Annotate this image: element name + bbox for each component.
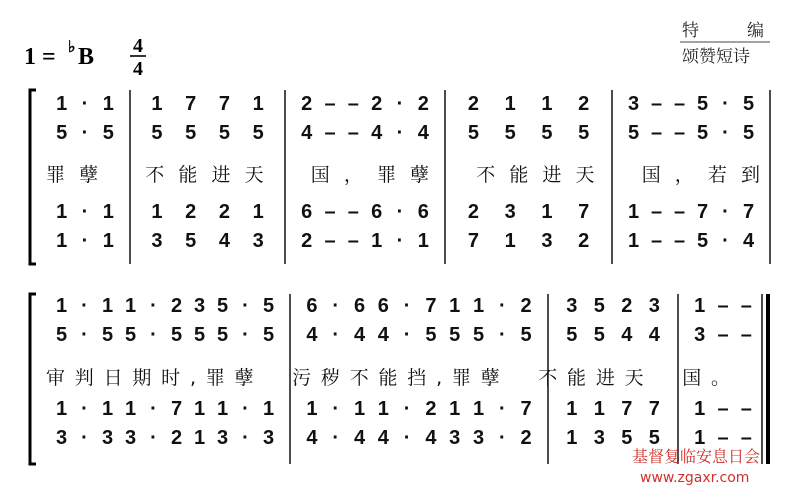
note: 5: [151, 122, 163, 144]
note: 4: [425, 427, 437, 449]
time-top: 4: [133, 35, 143, 57]
note: ·: [242, 398, 249, 420]
note: ·: [242, 324, 249, 346]
note: ·: [396, 93, 404, 115]
lyrics-line-2: 审判日期时,罪孽 污秽不能挡,罪孽 不能进天 国。: [46, 367, 730, 389]
note: 5: [696, 230, 709, 252]
note: 4: [377, 427, 389, 449]
note: 5: [56, 122, 68, 144]
note: 2: [520, 295, 532, 317]
watermark-url: www.zgaxr.com: [640, 470, 750, 486]
note: 1: [566, 398, 578, 420]
note: ·: [332, 295, 340, 317]
note: 3: [101, 427, 114, 449]
note: 7: [467, 230, 479, 252]
note: 1: [102, 230, 114, 252]
note: ·: [332, 324, 340, 346]
note: 1: [252, 93, 264, 115]
note: ·: [150, 398, 157, 420]
key-signature: [24, 39, 94, 70]
note: 1: [306, 398, 318, 420]
note: 5: [425, 324, 437, 346]
note: 1: [124, 295, 137, 317]
note: 5: [504, 122, 516, 144]
note: –: [650, 230, 663, 252]
note: ·: [81, 427, 88, 449]
note: 4: [621, 324, 633, 346]
note: ·: [403, 398, 411, 420]
note: 4: [353, 324, 366, 346]
note: 1: [193, 398, 206, 420]
note: 2: [301, 93, 313, 115]
note: 2: [621, 295, 633, 317]
note: 2: [218, 201, 230, 223]
note: 7: [578, 201, 590, 223]
note: 1: [694, 398, 706, 420]
note: 7: [742, 201, 755, 223]
note: ·: [403, 295, 411, 317]
note: 1: [56, 93, 68, 115]
note: –: [717, 398, 729, 420]
bracket-line: [30, 294, 36, 464]
note: ·: [396, 122, 404, 144]
note: 5: [578, 122, 590, 144]
note: ·: [498, 427, 506, 449]
note: –: [673, 122, 686, 144]
bracket-line: [30, 90, 36, 264]
note: ·: [81, 93, 89, 115]
note: 2: [417, 93, 429, 115]
note: –: [740, 324, 752, 346]
note: ·: [498, 398, 506, 420]
note: 5: [541, 122, 553, 144]
note: –: [673, 93, 686, 115]
note: 1: [262, 398, 275, 420]
note: ·: [722, 93, 729, 115]
note: 5: [218, 122, 230, 144]
note: 2: [578, 93, 590, 115]
note: ·: [498, 295, 506, 317]
note: 2: [301, 230, 313, 252]
note: 5: [185, 230, 197, 252]
system-bracket: [30, 90, 36, 264]
note: ·: [242, 427, 249, 449]
note: –: [673, 230, 686, 252]
note: 4: [306, 427, 318, 449]
note: 4: [648, 324, 660, 346]
note: 3: [627, 93, 640, 115]
note: –: [324, 122, 336, 144]
note: ·: [332, 427, 340, 449]
note: 3: [216, 427, 229, 449]
note: 5: [262, 324, 275, 346]
note: 1: [449, 398, 461, 420]
note: 5: [216, 324, 229, 346]
note: ·: [722, 230, 729, 252]
note: ·: [81, 201, 89, 223]
note: 3: [151, 230, 163, 252]
note: –: [650, 122, 663, 144]
note: 5: [55, 324, 68, 346]
note: 2: [578, 230, 590, 252]
note: 1: [417, 230, 429, 252]
note: 5: [472, 324, 485, 346]
note: 1: [216, 398, 229, 420]
note: –: [324, 201, 336, 223]
note: 1: [55, 398, 68, 420]
note: 5: [593, 295, 605, 317]
note: ·: [150, 295, 157, 317]
note: 7: [696, 201, 709, 223]
note: 6: [353, 295, 366, 317]
note: 5: [520, 324, 532, 346]
note: 5: [593, 324, 605, 346]
note: 1: [151, 201, 163, 223]
note: 3: [193, 295, 206, 317]
note: 3: [541, 230, 553, 252]
note: ·: [403, 324, 411, 346]
note: 2: [170, 427, 183, 449]
note: ·: [81, 398, 88, 420]
note: 7: [170, 398, 183, 420]
note: –: [347, 201, 359, 223]
note: –: [717, 427, 729, 449]
note: 1: [694, 427, 706, 449]
credit-source: 颂赞短诗: [682, 47, 750, 67]
note: 6: [306, 295, 318, 317]
note: –: [324, 230, 336, 252]
note: 1: [504, 93, 516, 115]
note: 6: [371, 201, 383, 223]
time-signature: [130, 35, 146, 80]
note: –: [740, 427, 752, 449]
note: 1: [566, 427, 578, 449]
note: 1: [504, 230, 516, 252]
note: 4: [301, 122, 313, 144]
credit-arranger: 特 编: [682, 21, 764, 41]
note: 3: [566, 295, 578, 317]
note: 7: [648, 398, 660, 420]
note: 1: [101, 295, 114, 317]
note: 5: [170, 324, 183, 346]
score-system-2: [30, 294, 768, 464]
key-note: B: [78, 44, 95, 70]
watermark-org: 基督复临安息日会: [632, 447, 761, 466]
note: ·: [722, 201, 729, 223]
note: 5: [648, 427, 660, 449]
note: 5: [252, 122, 264, 144]
note: 4: [371, 122, 383, 144]
note: 5: [696, 122, 709, 144]
credits: [680, 21, 770, 67]
note: 3: [252, 230, 264, 252]
note: –: [717, 324, 729, 346]
note: 2: [425, 398, 437, 420]
note: 6: [377, 295, 389, 317]
note: 5: [102, 122, 114, 144]
note: 1: [449, 295, 461, 317]
note: –: [740, 295, 752, 317]
note: 5: [124, 324, 137, 346]
system-bracket: [30, 294, 36, 464]
note: 7: [425, 295, 437, 317]
note: 7: [185, 93, 197, 115]
note: 2: [170, 295, 183, 317]
note: ·: [81, 122, 89, 144]
note: 5: [101, 324, 114, 346]
note: 1: [102, 201, 114, 223]
note: 3: [504, 201, 516, 223]
note: 2: [185, 201, 197, 223]
note: 3: [593, 427, 605, 449]
note: ·: [150, 427, 157, 449]
note: 1: [627, 230, 640, 252]
note: ·: [396, 201, 404, 223]
note: 5: [467, 122, 479, 144]
note: 1: [124, 398, 137, 420]
note: 5: [216, 295, 229, 317]
note: 2: [467, 201, 479, 223]
note: ·: [332, 398, 340, 420]
note: 6: [301, 201, 313, 223]
note: 4: [306, 324, 318, 346]
note: 3: [648, 295, 660, 317]
note: 5: [193, 324, 206, 346]
note: 4: [218, 230, 230, 252]
note: 5: [742, 93, 755, 115]
lyrics-line-1: 罪孽 不能进天 国，罪孽 不能进天 国，若到: [46, 164, 760, 186]
note: 4: [377, 324, 389, 346]
note: 1: [694, 295, 706, 317]
note: 4: [353, 427, 366, 449]
note: 1: [541, 201, 553, 223]
note: 1: [353, 398, 366, 420]
note: 4: [742, 230, 755, 252]
note: 7: [218, 93, 230, 115]
note: 1: [472, 398, 485, 420]
note: 1: [151, 93, 163, 115]
note: 3: [449, 427, 461, 449]
note: 4: [417, 122, 429, 144]
note: ·: [81, 295, 88, 317]
note: 5: [742, 122, 755, 144]
note: ·: [81, 230, 89, 252]
note: –: [650, 93, 663, 115]
note: –: [673, 201, 686, 223]
note: 1: [377, 398, 389, 420]
note: 2: [371, 93, 383, 115]
note: –: [347, 230, 359, 252]
note: 3: [262, 427, 275, 449]
note: 5: [262, 295, 275, 317]
note: 1: [56, 230, 68, 252]
note: 1: [102, 93, 114, 115]
note: 5: [627, 122, 640, 144]
note: 5: [185, 122, 197, 144]
note: 1: [593, 398, 605, 420]
note: 6: [417, 201, 429, 223]
note: 5: [621, 427, 633, 449]
note: –: [324, 93, 336, 115]
note: 5: [696, 93, 709, 115]
note: ·: [722, 122, 729, 144]
note: 2: [520, 427, 532, 449]
note: 3: [55, 427, 68, 449]
note: –: [347, 93, 359, 115]
note: 1: [56, 201, 68, 223]
note: 1: [101, 398, 114, 420]
note: 2: [467, 93, 479, 115]
note: 1: [193, 427, 206, 449]
note: ·: [242, 295, 249, 317]
key-prefix: 1 =: [24, 44, 56, 70]
note: 1: [55, 295, 68, 317]
note: 1: [371, 230, 383, 252]
time-bottom: 4: [133, 58, 143, 80]
note: 5: [566, 324, 578, 346]
note: 7: [520, 398, 532, 420]
score-system-1: [30, 90, 770, 264]
note: 1: [252, 201, 264, 223]
note: –: [740, 398, 752, 420]
note: 3: [472, 427, 485, 449]
note: ·: [150, 324, 157, 346]
note: 1: [472, 295, 485, 317]
note: 3: [694, 324, 706, 346]
flat-sign: ♭: [68, 39, 76, 56]
note: ·: [498, 324, 506, 346]
site-watermark: [632, 447, 760, 486]
note: 5: [449, 324, 461, 346]
note: 1: [541, 93, 553, 115]
note: –: [717, 295, 729, 317]
note: 3: [124, 427, 137, 449]
note: ·: [403, 427, 411, 449]
note: –: [347, 122, 359, 144]
note: ·: [81, 324, 88, 346]
note: 1: [627, 201, 640, 223]
note: –: [650, 201, 663, 223]
note: ·: [396, 230, 404, 252]
note: 7: [621, 398, 633, 420]
